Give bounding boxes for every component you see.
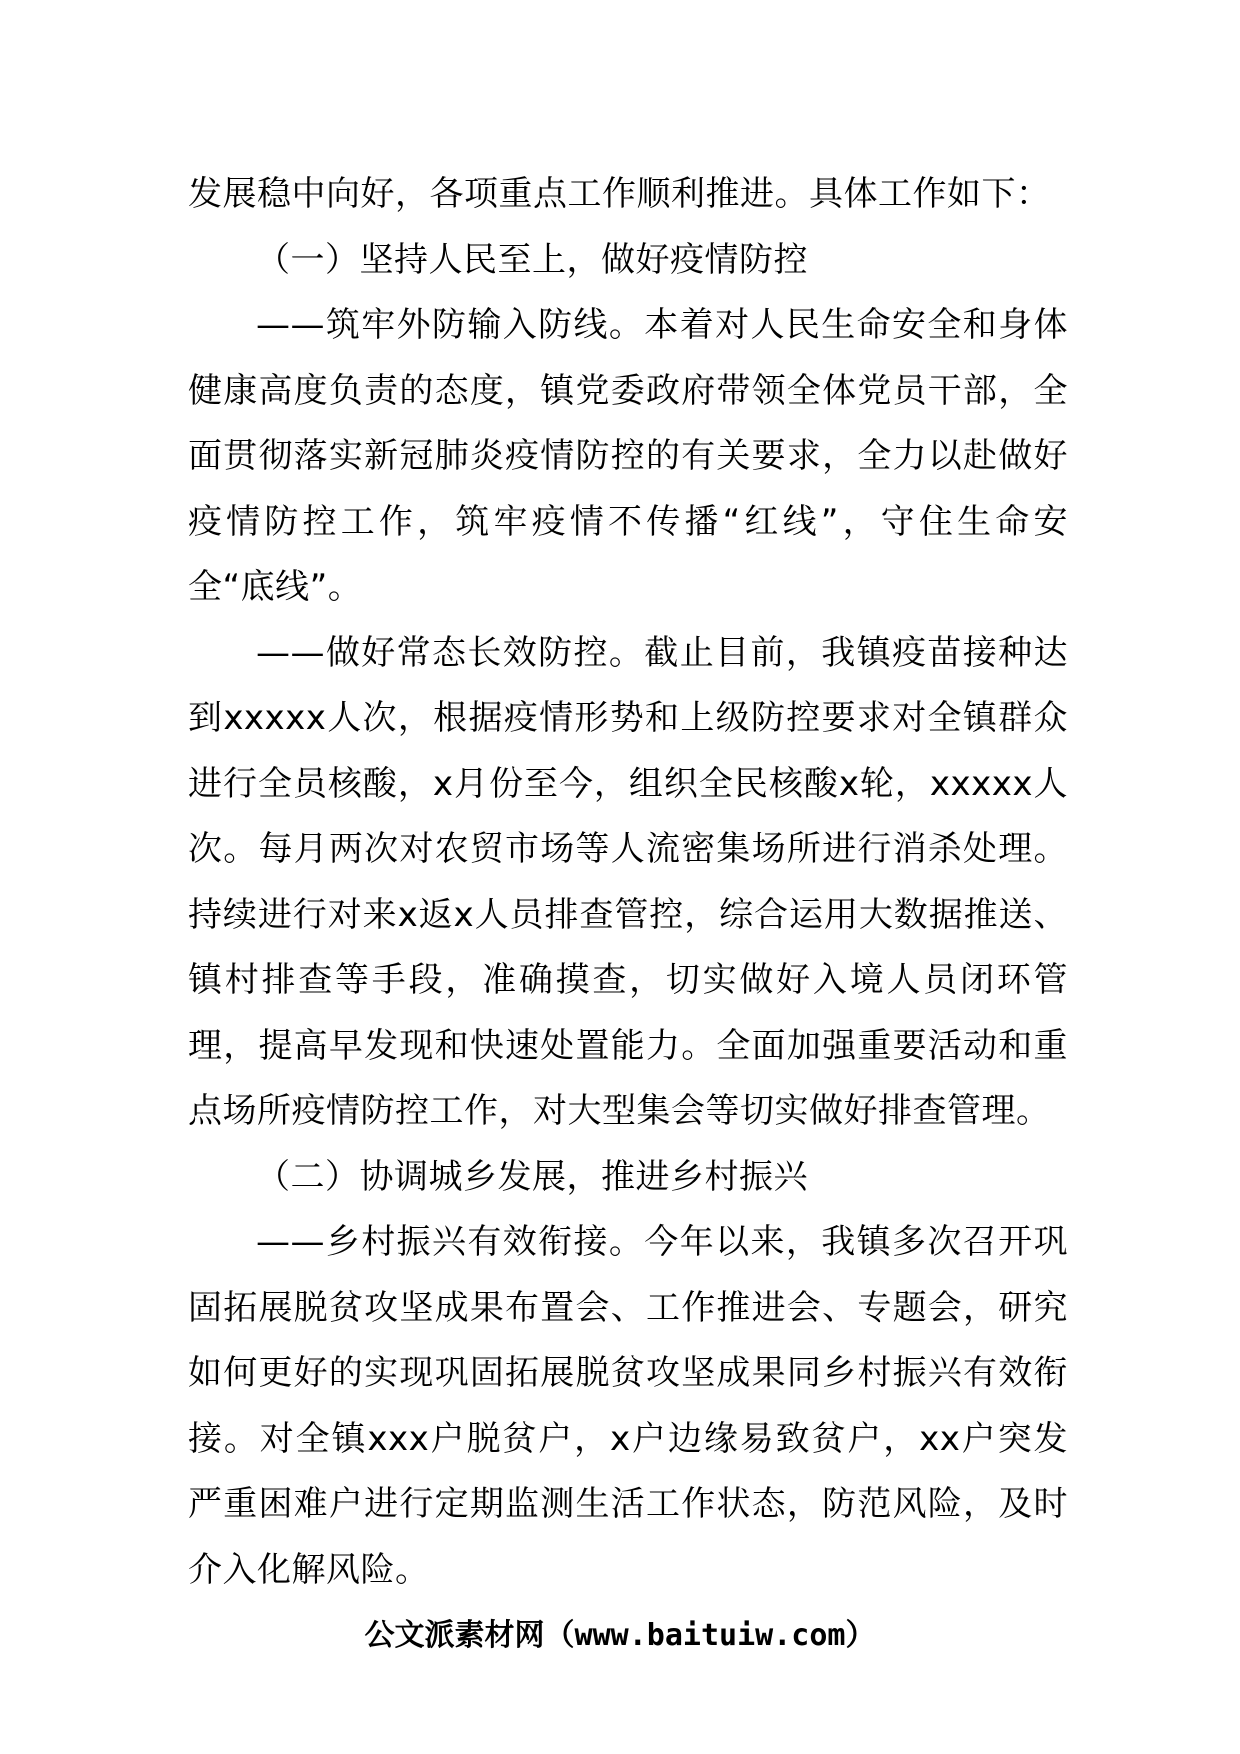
footer-watermark [0, 1610, 1240, 1654]
paragraph-rural-revitalization: ——乡村振兴有效衔接。今年以来，我镇多次召开巩固拓展脱贫攻坚成果布置会、工作推进会、专题会，研究如何更好的实现巩固拓展脱贫攻坚成果同乡村振兴有效衔接。对全镇xxx户脱贫户，x户边缘易致贫户，xx户突发严重困难户进行定期监测生活工作状态，防范风险，及时介入化解风险。 [188, 1222, 1068, 1590]
footer-url: （www.baituiw.com） [544, 1618, 876, 1653]
paragraph-defense: ——筑牢外防输入防线。本着对人民生命安全和身体健康高度负责的态度，镇党委政府带领全体党员干部，全面贯彻落实新冠肺炎疫情防控的有关要求，全力以赴做好疫情防控工作，筑牢疫情不传播“红线”，守住生命安全“底线”。 [188, 305, 1068, 607]
section-heading-1: （一）坚持人民至上，做好疫情防控 [256, 239, 808, 280]
paragraph-continued: 发展稳中向好，各项重点工作顺利推进。具体工作如下： [188, 174, 1051, 214]
paragraph-normalized-control: ——做好常态长效防控。截止目前，我镇疫苗接种达到xxxxx人次，根据疫情形势和上级防控要求对全镇群众进行全员核酸，x月份至今，组织全民核酸x轮，xxxxx人次。每月两次对农贸市场等人流密集场所进行消杀处理。持续进行对来x返x人员排查管控，综合运用大数据推送、镇村排查等手段，准确摸查，切实做好入境人员闭环管理，提高早发现和快速处置能力。全面加强重要活动和重点场所疫情防控工作，对大型集会等切实做好排查管理。 [188, 632, 1068, 1131]
document-body [188, 162, 1068, 1603]
footer-site-name: 公文派素材网 [364, 1618, 545, 1653]
section-heading-2: （二）协调城乡发展，推进乡村振兴 [256, 1156, 808, 1197]
